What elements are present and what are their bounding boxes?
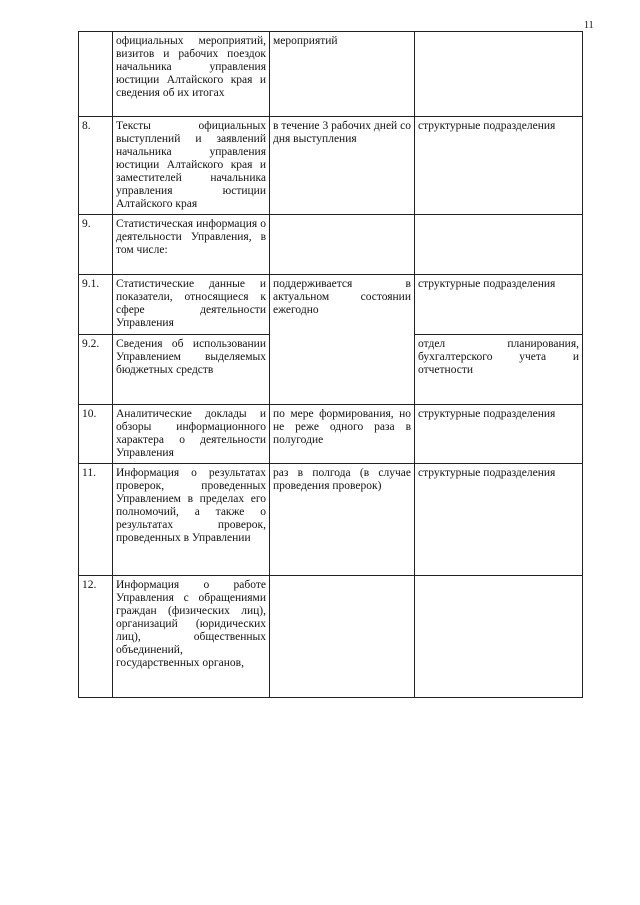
row-text: Статистические данные и показатели, относящиеся к сфере деятельности Управления	[113, 275, 270, 335]
row-text: официальных мероприятий, визитов и рабочих поездок начальника управления юстиции Алтайского края и сведения об их итогах	[113, 32, 270, 117]
row-responsible: структурные подразделения	[415, 275, 583, 335]
row-text: Тексты официальных выступлений и заявлений начальника управления юстиции Алтайского края и заместителей начальника управления юстиции Алтайского края	[113, 117, 270, 215]
row-responsible: структурные подразделения	[415, 405, 583, 464]
page-number: 11	[584, 20, 594, 31]
row-responsible: структурные подразделения	[415, 464, 583, 576]
row-text: Информация о результатах проверок, проведенных Управлением в пределах его полномочий, а также о результатах проверок, проведенных в Управлении	[113, 464, 270, 576]
row-period: по мере формирования, но не реже одного раза в полугодие	[270, 405, 415, 464]
table-row	[79, 275, 583, 335]
row-number: 12.	[79, 576, 113, 698]
row-text: Статистическая информация о деятельности Управления, в том числе:	[113, 215, 270, 275]
row-number	[79, 32, 113, 117]
row-number: 10.	[79, 405, 113, 464]
table-row	[79, 405, 583, 464]
row-responsible	[415, 576, 583, 698]
row-responsible: структурные подразделения	[415, 117, 583, 215]
row-period	[270, 576, 415, 698]
row-responsible: отдел планирования, бухгалтерского учета и отчетности	[415, 335, 583, 405]
row-number: 9.	[79, 215, 113, 275]
table-row	[79, 215, 583, 275]
row-responsible	[415, 215, 583, 275]
row-responsible	[415, 32, 583, 117]
row-text: Аналитические доклады и обзоры информационного характера о деятельности Управления	[113, 405, 270, 464]
document-table	[78, 31, 583, 698]
row-period: поддерживается в актуальном состоянии ежегодно	[270, 275, 415, 405]
row-number: 9.2.	[79, 335, 113, 405]
row-period: мероприятий	[270, 32, 415, 117]
table-row	[79, 32, 583, 117]
row-text: Информация о работе Управления с обращениями граждан (физических лиц), организаций (юридических лиц), общественных объединений, государственных органов,	[113, 576, 270, 698]
table-row	[79, 117, 583, 215]
table-row	[79, 576, 583, 698]
row-period: в течение 3 рабочих дней со дня выступления	[270, 117, 415, 215]
row-number: 8.	[79, 117, 113, 215]
row-period	[270, 215, 415, 275]
row-number: 9.1.	[79, 275, 113, 335]
row-text: Сведения об использовании Управлением выделяемых бюджетных средств	[113, 335, 270, 405]
table-row	[79, 464, 583, 576]
row-period: раз в полгода (в случае проведения проверок)	[270, 464, 415, 576]
row-number: 11.	[79, 464, 113, 576]
